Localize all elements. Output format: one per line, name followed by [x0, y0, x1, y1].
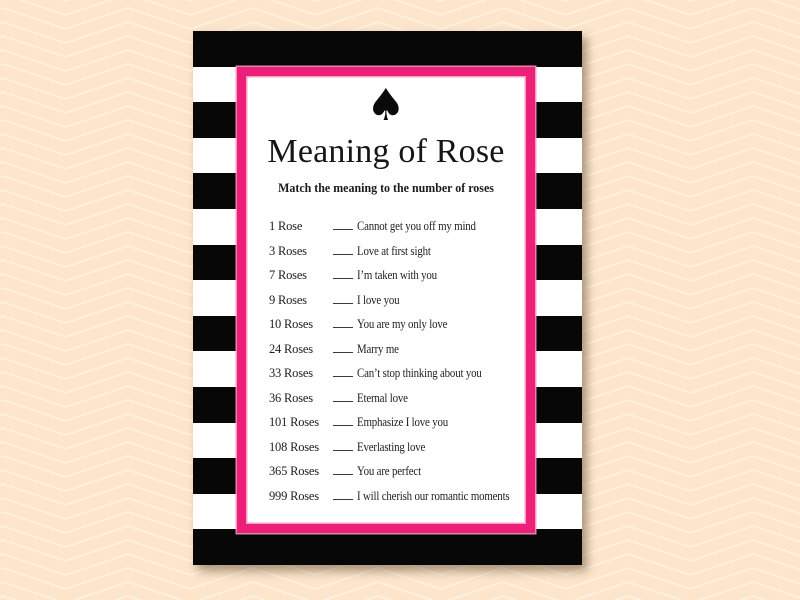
rose-meaning: Love at first sight — [357, 243, 431, 258]
game-card — [193, 31, 582, 565]
answer-blank — [333, 439, 353, 451]
rose-row — [269, 459, 524, 484]
answer-blank — [333, 463, 353, 475]
rose-row — [269, 435, 524, 460]
answer-blank — [333, 316, 353, 328]
rose-count: 108 Roses — [269, 439, 319, 454]
rose-meaning: Eternal love — [357, 390, 408, 405]
inner-panel — [237, 67, 535, 533]
rose-meaning: Cannot get you off my mind — [357, 219, 476, 233]
rose-row — [269, 263, 524, 288]
answer-blank — [333, 292, 353, 304]
rose-count: 9 Roses — [269, 292, 307, 307]
rose-row — [269, 484, 524, 509]
spade-icon: ♠ — [366, 80, 406, 131]
rose-meaning: I will cherish our romantic moments — [357, 488, 510, 503]
rose-meaning: Emphasize I love you — [357, 415, 449, 429]
rose-meaning: You are perfect — [357, 464, 421, 478]
rose-meaning: I’m taken with you — [357, 268, 437, 282]
rose-row — [269, 337, 524, 362]
rose-row — [269, 312, 524, 337]
rose-row — [269, 288, 524, 313]
card-title: Meaning of Rose — [267, 133, 505, 170]
rose-count: 36 Roses — [269, 390, 313, 405]
rose-meaning: I love you — [357, 292, 400, 307]
rose-count: 7 Roses — [269, 268, 307, 282]
rose-row — [269, 386, 524, 411]
answer-blank — [333, 414, 353, 426]
rose-count: 1 Rose — [269, 219, 303, 233]
answer-blank — [333, 390, 353, 402]
card-subtitle: Match the meaning to the number of roses — [278, 180, 494, 195]
answer-blank — [333, 243, 353, 255]
answer-blank — [333, 341, 353, 353]
rose-meaning: Can’t stop thinking about you — [357, 366, 482, 380]
rose-count: 33 Roses — [269, 366, 313, 380]
answer-blank — [333, 488, 353, 500]
rose-count: 3 Roses — [269, 243, 307, 258]
rose-meaning: Marry me — [357, 341, 399, 356]
rose-meaning: Everlasting love — [357, 439, 426, 454]
answer-blank — [333, 365, 353, 377]
rose-row — [269, 239, 524, 264]
answer-blank — [333, 267, 353, 279]
rose-count: 101 Roses — [269, 415, 319, 429]
rose-list — [269, 214, 524, 508]
rose-meaning: You are my only love — [357, 317, 448, 331]
rose-count: 24 Roses — [269, 341, 313, 356]
rose-row — [269, 361, 524, 386]
rose-count: 10 Roses — [269, 317, 313, 331]
rose-count: 365 Roses — [269, 464, 319, 478]
rose-row — [269, 410, 524, 435]
answer-blank — [333, 218, 353, 230]
rose-count: 999 Roses — [269, 488, 319, 503]
rose-row — [269, 214, 524, 239]
